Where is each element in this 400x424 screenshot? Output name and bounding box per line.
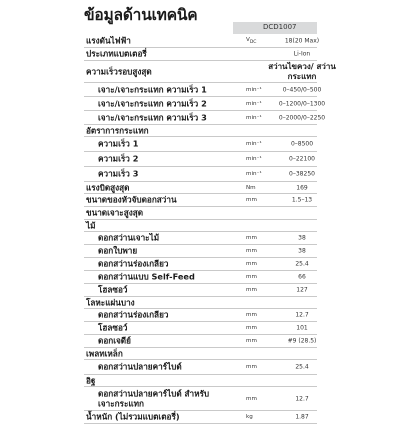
spec-unit: min⁻¹ [246, 114, 262, 121]
spec-value: สว่านไขควง/ สว่านกระแทก [268, 61, 336, 81]
spec-unit: mm [246, 395, 257, 402]
spec-unit: $V_{DC}$ [246, 36, 257, 45]
spec-unit: mm [246, 287, 257, 293]
spec-value: 1.5–13 [291, 196, 313, 204]
spec-row [84, 387, 317, 411]
spec-value: Li-Ion [293, 50, 311, 58]
spec-unit: mm [246, 274, 257, 280]
spec-unit: mm [246, 312, 257, 318]
spec-value: 18(20 Max) [284, 37, 320, 44]
spec-row [84, 220, 317, 232]
spec-label: ดอกสว่านปลายคาร์ไบด์ [98, 361, 182, 372]
spec-label: ดอกสว่านร่องเกลียว [98, 309, 169, 320]
spec-value: 25.4 [295, 363, 309, 371]
spec-value: 0–38250 [289, 170, 315, 178]
spec-label: น้ำหนัก (ไม่รวมแบตเตอรี่) [86, 411, 180, 422]
spec-unit: mm [246, 325, 257, 331]
spec-value: 0–1200/0–1300 [278, 100, 326, 107]
spec-row [84, 297, 317, 309]
spec-value: 66 [298, 273, 306, 281]
spec-row [84, 61, 336, 83]
spec-unit: mm [246, 248, 257, 254]
spec-label: ความเร็วรอบสูงสุด [86, 66, 152, 76]
spec-row [84, 411, 317, 424]
spec-unit: mm [246, 364, 257, 370]
spec-label: แรงดันไฟฟ้า [86, 35, 131, 45]
spec-unit: mm [246, 261, 257, 267]
spec-value: 127 [296, 286, 308, 294]
spec-value: 38 [298, 247, 306, 255]
spec-label: เพลทเหล็ก [86, 348, 123, 358]
spec-label: ไม้ [86, 220, 96, 230]
spec-row [84, 348, 317, 360]
spec-label: ดอกสว่านเจาะไม้ [98, 232, 160, 243]
spec-row [84, 309, 317, 322]
spec-row [84, 271, 317, 284]
spec-value: 0–2000/0–2250 [278, 114, 326, 121]
spec-value: 38 [298, 234, 306, 242]
spec-label: ความเร็ว 1 [98, 138, 139, 149]
spec-label: ดอกสว่านแบบ Self-Feed [98, 271, 195, 282]
spec-row [84, 83, 322, 97]
spec-value: 169 [296, 184, 308, 191]
spec-row [84, 245, 317, 258]
spec-unit: mm [246, 235, 257, 241]
spec-row [84, 182, 317, 194]
spec-value: 12.7 [295, 311, 309, 319]
spec-value: 25.4 [295, 260, 309, 268]
spec-value: 12.7 [295, 395, 309, 402]
spec-unit: Nm [246, 184, 256, 191]
spec-unit: min⁻¹ [246, 100, 262, 107]
spec-unit: min⁻¹ [246, 171, 262, 177]
model-number: DCD1007 [263, 23, 297, 31]
spec-unit: mm [246, 197, 257, 203]
spec-label: เจาะ/เจาะกระแทก ความเร็ว 1 [98, 84, 207, 94]
spec-label: ความเร็ว 3 [98, 168, 139, 179]
spec-row [84, 258, 317, 271]
spec-row [84, 322, 317, 335]
spec-unit: mm [246, 338, 257, 344]
spec-label: โลหะแผ่นบาง [86, 297, 135, 307]
spec-label: ดอกสว่านร่องเกลียว [98, 258, 169, 269]
spec-row [84, 194, 317, 207]
spec-row [84, 137, 317, 152]
spec-unit: min⁻¹ [246, 141, 262, 147]
spec-value: 0–8500 [290, 140, 314, 148]
spec-row [84, 232, 317, 245]
spec-label: เจาะ/เจาะกระแทก ความเร็ว 3 [98, 112, 207, 122]
spec-row [84, 375, 317, 387]
spec-row [84, 207, 317, 220]
spec-row [84, 125, 317, 137]
spec-row [84, 167, 317, 182]
spec-label: อัตราการกระแทก [86, 125, 149, 135]
spec-value: 0–450/0–500 [282, 86, 322, 93]
spec-label: โฮลซอว์ [98, 322, 128, 333]
spec-label: เจาะ/เจาะกระแทก ความเร็ว 2 [98, 98, 207, 108]
spec-row [84, 360, 317, 375]
spec-row [84, 152, 317, 167]
spec-value: #9 (28.5) [287, 337, 317, 345]
spec-label: ประเภทแบตเตอรี่ [86, 48, 147, 59]
spec-label: ดอกสว่านปลายคาร์ไบด์ สำหรับเจาะกระแทก [98, 388, 210, 409]
spec-row [84, 34, 320, 48]
spec-value: 101 [296, 324, 308, 332]
page-title: ข้อมูลด้านเทคนิค [84, 6, 198, 24]
spec-label: โฮลซอว์ [98, 284, 128, 295]
spec-unit: kg [246, 414, 253, 420]
spec-row [84, 97, 326, 111]
spec-label: ดอกเจดีย์ [98, 335, 131, 346]
spec-label: ขนาดของหัวจับดอกสว่าน [86, 194, 177, 205]
spec-value: 1.87 [295, 413, 309, 421]
spec-row [84, 111, 326, 125]
model-header [233, 22, 317, 34]
spec-value: 0–22100 [289, 155, 315, 163]
spec-label: ความเร็ว 2 [98, 153, 139, 164]
spec-label: อิฐ [86, 375, 96, 385]
spec-label: ขนาดเจาะสูงสุด [86, 207, 144, 218]
spec-label: แรงบิดสูงสุด [86, 182, 130, 192]
spec-label: ดอกใบพาย [98, 245, 138, 256]
spec-row [84, 48, 317, 61]
spec-unit: min⁻¹ [246, 86, 262, 93]
spec-unit: min⁻¹ [246, 156, 262, 162]
spec-table [84, 34, 336, 424]
